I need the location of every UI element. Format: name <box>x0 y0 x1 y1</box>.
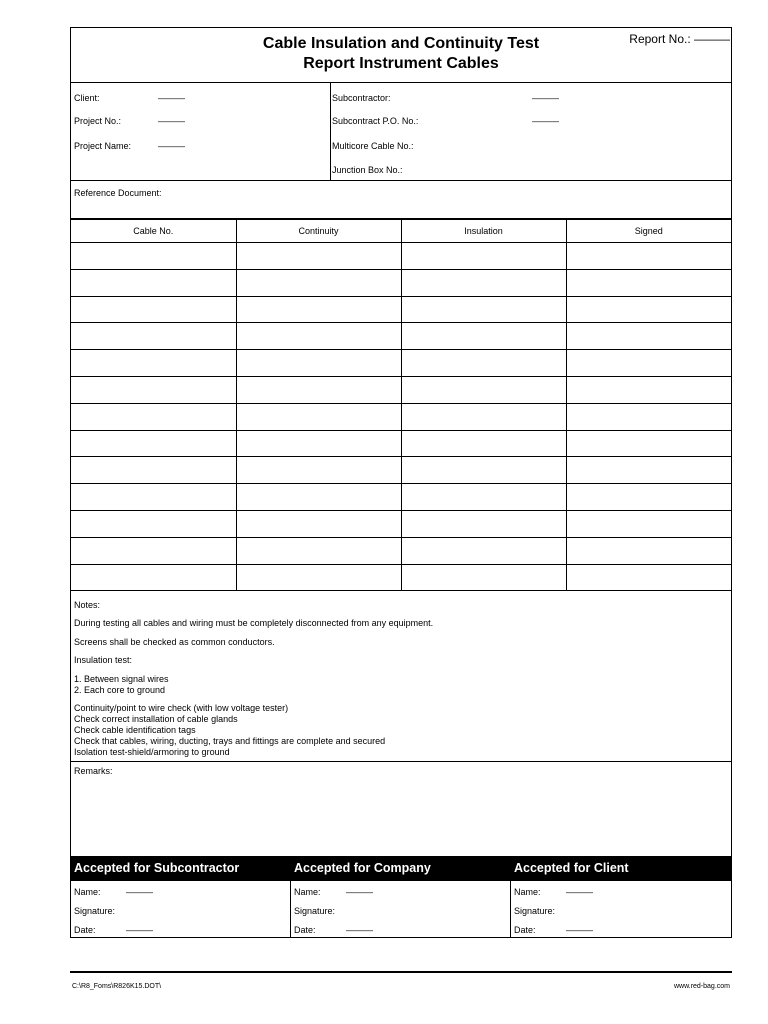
column-header-continuity: Continuity <box>236 220 401 243</box>
footer-file-path: C:\R8_Foms\R826K15.DOT\ <box>72 983 162 990</box>
cell-cable-no[interactable] <box>71 323 236 350</box>
remarks-label: Remarks: <box>74 766 113 776</box>
cell-signed[interactable] <box>566 269 731 296</box>
note-check-item: Check cable identification tags <box>74 725 196 735</box>
cell-signed[interactable] <box>566 510 731 537</box>
subcontractor-field[interactable]: ——— <box>532 93 559 103</box>
cell-cable-no[interactable] <box>71 510 236 537</box>
cell-continuity[interactable] <box>236 403 401 430</box>
table-row <box>71 430 731 457</box>
table-row <box>71 510 731 537</box>
info-divider <box>330 82 331 180</box>
cable-test-table <box>71 220 731 591</box>
cell-cable-no[interactable] <box>71 269 236 296</box>
cell-continuity[interactable] <box>236 269 401 296</box>
cell-continuity[interactable] <box>236 350 401 377</box>
subcontractor-label: Subcontractor: <box>332 93 391 103</box>
cell-insulation[interactable] <box>401 350 566 377</box>
acceptance-header-bar <box>71 856 731 881</box>
client-field[interactable]: ——— <box>158 93 185 103</box>
accepted-subcontractor-title: Accepted for Subcontractor <box>74 861 240 875</box>
company-signature-label: Signature: <box>294 906 336 916</box>
cell-continuity[interactable] <box>236 243 401 270</box>
column-header-insulation: Insulation <box>401 220 566 243</box>
project-name-label: Project Name: <box>74 141 132 151</box>
table-row <box>71 376 731 403</box>
cell-signed[interactable] <box>566 457 731 484</box>
company-name-field[interactable]: ——— <box>346 887 373 897</box>
cell-insulation[interactable] <box>401 430 566 457</box>
cell-insulation[interactable] <box>401 510 566 537</box>
cell-signed[interactable] <box>566 323 731 350</box>
page-title: Cable Insulation and Continuity Test <box>262 35 540 52</box>
table-row <box>71 323 731 350</box>
cell-insulation[interactable] <box>401 269 566 296</box>
table-row <box>71 269 731 296</box>
table-row <box>71 457 731 484</box>
note-check-item: Check that cables, wiring, ducting, trays and fittings are complete and secured <box>74 736 386 746</box>
cell-insulation[interactable] <box>401 484 566 511</box>
reference-document-label: Reference Document: <box>74 188 162 198</box>
cell-insulation[interactable] <box>401 323 566 350</box>
note-disconnect: During testing all cables and wiring must be completely disconnected from any equipment. <box>74 618 434 628</box>
subcontract-po-label: Subcontract P.O. No.: <box>332 116 419 126</box>
client-name-field[interactable]: ——— <box>566 887 593 897</box>
note-check-item: Isolation test-shield/armoring to ground <box>74 747 230 757</box>
cell-insulation[interactable] <box>401 296 566 323</box>
note-list-item: 2. Each core to ground <box>74 685 166 695</box>
column-header-signed: Signed <box>566 220 731 243</box>
cell-signed[interactable] <box>566 537 731 564</box>
cell-signed[interactable] <box>566 296 731 323</box>
cell-signed[interactable] <box>566 243 731 270</box>
client-date-label: Date: <box>514 925 536 935</box>
cell-cable-no[interactable] <box>71 564 236 591</box>
cell-signed[interactable] <box>566 484 731 511</box>
note-insulation-test: Insulation test: <box>74 655 133 665</box>
project-no-field[interactable]: ——— <box>158 116 185 126</box>
report-number-field[interactable]: Report No.: ——— <box>629 32 730 46</box>
subcontractor-date-field[interactable]: ——— <box>126 925 153 935</box>
company-name-label: Name: <box>294 887 321 897</box>
cell-insulation[interactable] <box>401 243 566 270</box>
cell-continuity[interactable] <box>236 376 401 403</box>
cell-continuity[interactable] <box>236 537 401 564</box>
cell-signed[interactable] <box>566 376 731 403</box>
cell-signed[interactable] <box>566 350 731 377</box>
title-block <box>71 28 731 83</box>
cell-insulation[interactable] <box>401 564 566 591</box>
notes-section <box>71 593 731 762</box>
company-date-label: Date: <box>294 925 316 935</box>
cell-cable-no[interactable] <box>71 537 236 564</box>
cell-cable-no[interactable] <box>71 457 236 484</box>
cell-cable-no[interactable] <box>71 350 236 377</box>
cell-continuity[interactable] <box>236 457 401 484</box>
junction-box-label: Junction Box No.: <box>332 165 403 175</box>
cell-cable-no[interactable] <box>71 376 236 403</box>
cell-signed[interactable] <box>566 403 731 430</box>
acceptance-divider <box>290 881 291 938</box>
cell-continuity[interactable] <box>236 510 401 537</box>
cell-cable-no[interactable] <box>71 430 236 457</box>
cell-signed[interactable] <box>566 564 731 591</box>
cell-insulation[interactable] <box>401 403 566 430</box>
footer-divider <box>70 971 732 973</box>
report-form <box>70 27 732 938</box>
cell-continuity[interactable] <box>236 564 401 591</box>
project-name-field[interactable]: ——— <box>158 141 185 151</box>
table-row <box>71 564 731 591</box>
note-check-item: Check correct installation of cable glands <box>74 714 238 724</box>
client-name-label: Name: <box>514 887 541 897</box>
column-header-cable-no: Cable No. <box>71 220 236 243</box>
client-signature-label: Signature: <box>514 906 556 916</box>
page-subtitle: Report Instrument Cables <box>303 55 499 72</box>
note-screens: Screens shall be checked as common conductors. <box>74 637 275 647</box>
project-no-label: Project No.: <box>74 116 122 126</box>
remarks-section[interactable] <box>71 761 731 856</box>
acceptance-divider <box>510 881 511 938</box>
table-body <box>71 243 731 591</box>
company-date-field[interactable]: ——— <box>346 925 373 935</box>
reference-document-section <box>71 180 731 220</box>
table-row <box>71 537 731 564</box>
note-list-item: 1. Between signal wires <box>74 674 169 684</box>
cell-insulation[interactable] <box>401 537 566 564</box>
cell-continuity[interactable] <box>236 296 401 323</box>
cell-continuity[interactable] <box>236 430 401 457</box>
accepted-client-title: Accepted for Client <box>514 861 629 875</box>
cell-cable-no[interactable] <box>71 403 236 430</box>
table-row <box>71 243 731 270</box>
cell-cable-no[interactable] <box>71 484 236 511</box>
cell-cable-no[interactable] <box>71 243 236 270</box>
table-header-row <box>71 220 731 243</box>
cell-continuity[interactable] <box>236 323 401 350</box>
table-row <box>71 350 731 377</box>
client-date-field[interactable]: ——— <box>566 925 593 935</box>
subcontractor-name-field[interactable]: ——— <box>126 887 153 897</box>
footer-website: www.red-bag.com <box>673 983 730 990</box>
table-row <box>71 296 731 323</box>
accepted-company-title: Accepted for Company <box>294 861 431 875</box>
table-row <box>71 484 731 511</box>
subcontractor-signature-label: Signature: <box>74 906 116 916</box>
cell-continuity[interactable] <box>236 484 401 511</box>
subcontractor-name-label: Name: <box>74 887 101 897</box>
multicore-cable-label: Multicore Cable No.: <box>332 141 414 151</box>
cell-insulation[interactable] <box>401 376 566 403</box>
note-check-item: Continuity/point to wire check (with low voltage tester) <box>74 703 289 713</box>
cell-insulation[interactable] <box>401 457 566 484</box>
cell-cable-no[interactable] <box>71 296 236 323</box>
cell-signed[interactable] <box>566 430 731 457</box>
acceptance-section <box>71 856 731 938</box>
client-label: Client: <box>74 93 100 103</box>
notes-heading: Notes: <box>74 600 101 610</box>
table-row <box>71 403 731 430</box>
project-info-section <box>71 82 731 181</box>
subcontract-po-field[interactable]: ——— <box>532 116 559 126</box>
subcontractor-date-label: Date: <box>74 925 96 935</box>
